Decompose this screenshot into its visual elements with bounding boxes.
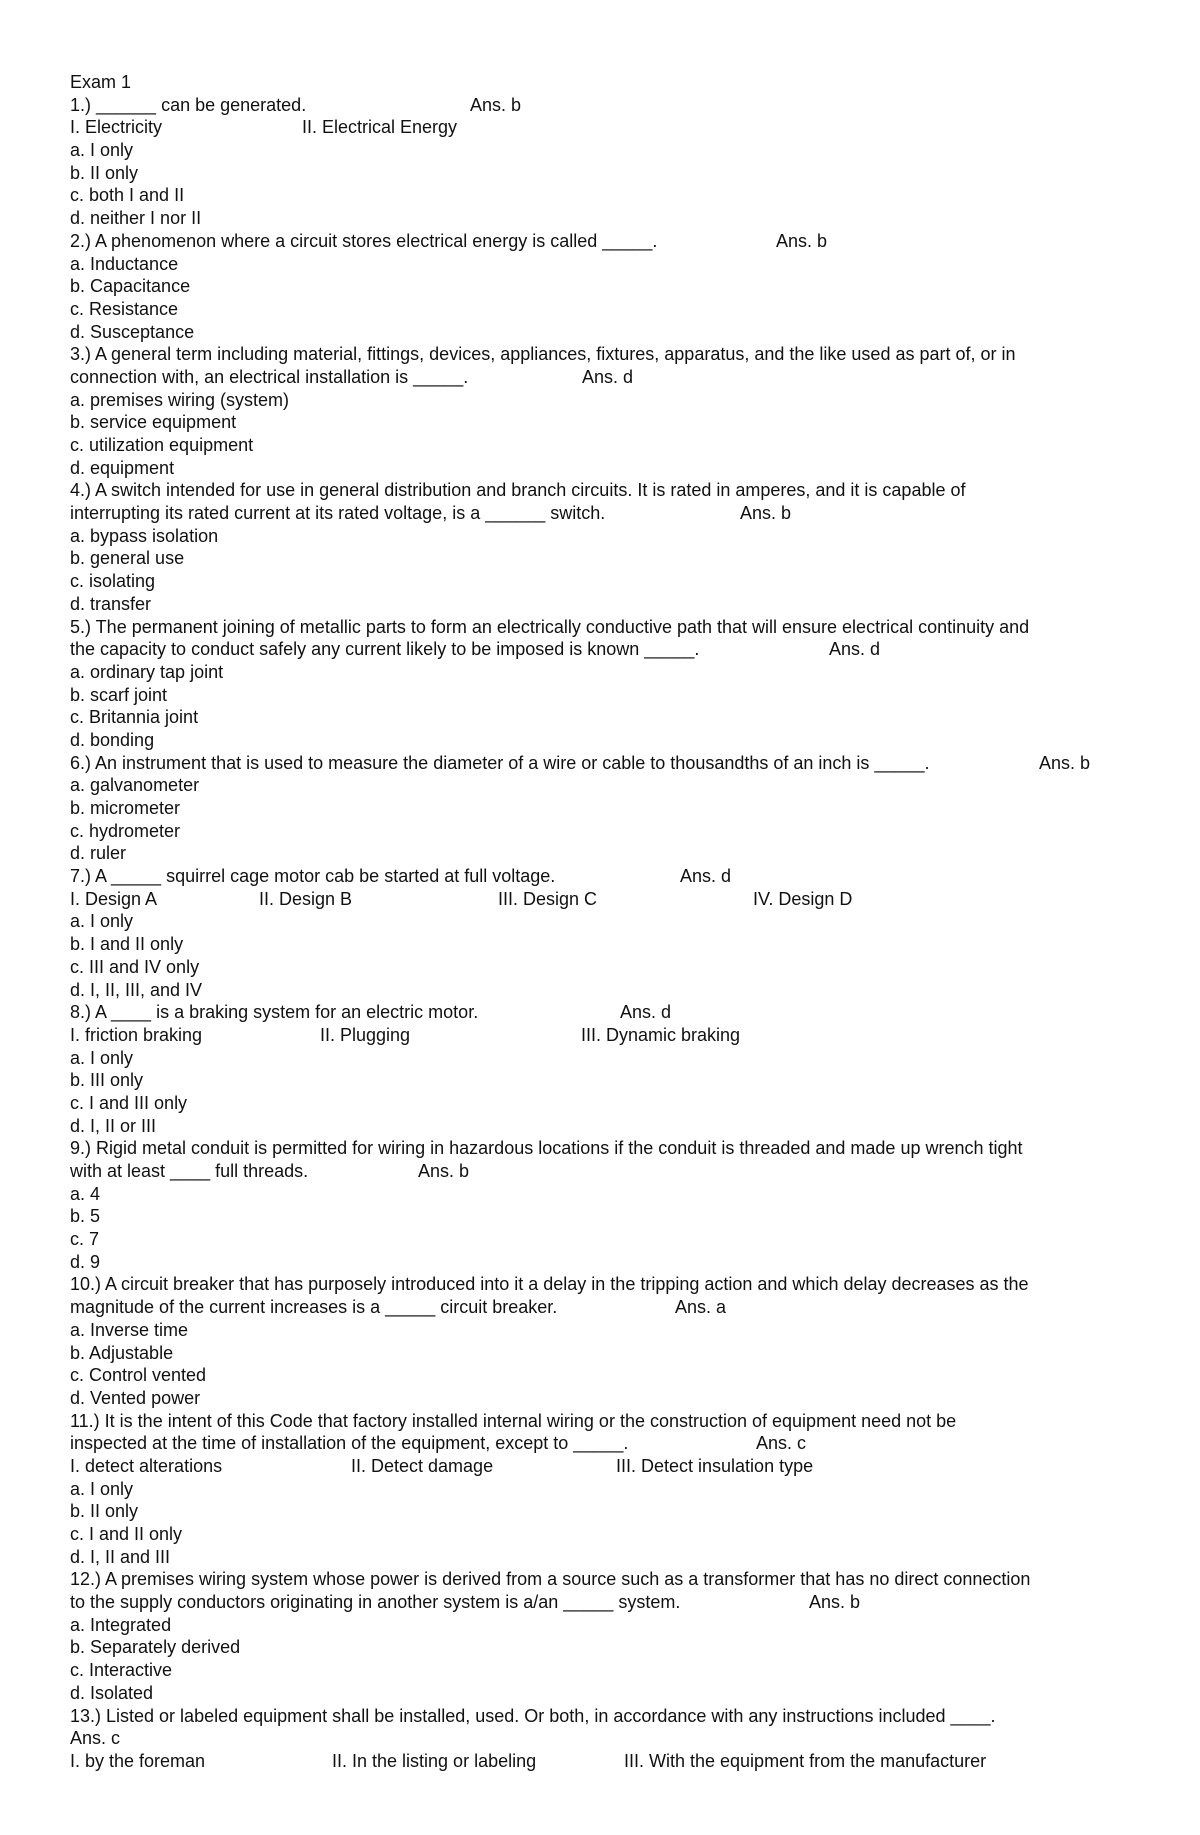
answer-option: d. 9: [70, 1251, 101, 1272]
statement-row: [70, 1455, 1150, 1478]
answer-option: a. I only: [70, 140, 134, 161]
answer-option: c. Interactive: [70, 1660, 173, 1681]
answer-option: c. I and II only: [70, 1524, 183, 1544]
statement: II. In the listing or labeling: [332, 1750, 537, 1771]
question-text: [70, 865, 1150, 888]
answer-option: d. Isolated: [70, 1682, 154, 1703]
statement-row: [70, 116, 1150, 139]
answer-option: b. Adjustable: [70, 1342, 174, 1363]
question-8: [70, 1001, 1150, 1137]
statement: I. Design A: [70, 888, 158, 909]
answer-option: c. both I and II: [70, 185, 185, 206]
answer-option: c. I and III only: [70, 1092, 188, 1113]
answer-option: a. I only: [70, 1047, 134, 1068]
statement: II. Design B: [259, 888, 353, 909]
answer-key: Ans. b: [1039, 752, 1091, 773]
question-text: [70, 1160, 1150, 1183]
statement: I. detect alterations: [70, 1455, 223, 1476]
answer-key: Ans. d: [582, 366, 634, 387]
question-text-line: 8.) A ____ is a braking system for an electric motor.: [70, 1002, 479, 1023]
statement: II. Electrical Energy: [302, 117, 458, 138]
question-text-line: 10.) A circuit breaker that has purposely introduced into it a delay in the tripping action and which delay decreases as the: [70, 1274, 1029, 1295]
answer-option: b. micrometer: [70, 798, 181, 818]
question-2: [70, 230, 1150, 343]
answer-option: c. isolating: [70, 571, 156, 592]
answer-option: d. Vented power: [70, 1387, 201, 1408]
answer-option: b. scarf joint: [70, 684, 168, 705]
answer-option: a. I only: [70, 1478, 134, 1499]
question-7: [70, 865, 1150, 1001]
answer-option: a. premises wiring (system): [70, 389, 290, 410]
question-text: [70, 752, 1150, 775]
answer-option: c. Britannia joint: [70, 707, 199, 728]
answer-option: a. Inductance: [70, 253, 179, 274]
question-5: [70, 616, 1150, 752]
question-text: [70, 94, 1150, 117]
question-text-line: interrupting its rated current at its rated voltage, is a ______ switch.: [70, 503, 606, 524]
answer-option: c. Control vented: [70, 1365, 207, 1386]
question-text: [70, 1568, 1150, 1591]
question-text-line: 9.) Rigid metal conduit is permitted for wiring in hazardous locations if the conduit is threaded and made up wrench tight: [70, 1138, 1023, 1159]
answer-option: b. III only: [70, 1070, 144, 1091]
question-text-line: magnitude of the current increases is a _____ circuit breaker.: [70, 1297, 558, 1318]
answer-option: d. neither I nor II: [70, 208, 202, 229]
statement: II. Detect damage: [351, 1455, 494, 1476]
question-text: [70, 366, 1150, 389]
answer-option: d. bonding: [70, 729, 155, 750]
question-text-line: 4.) A switch intended for use in general distribution and branch circuits. It is rated in amperes, and it is capable of: [70, 480, 966, 501]
statement: III. Design C: [498, 888, 598, 909]
question-text-line: the capacity to conduct safely any current likely to be imposed is known _____.: [70, 639, 700, 660]
question-text-line: inspected at the time of installation of the equipment, except to _____.: [70, 1433, 629, 1454]
answer-key: Ans. b: [809, 1592, 861, 1613]
answer-key: Ans. b: [418, 1161, 470, 1181]
answer-option: a. Integrated: [70, 1614, 172, 1635]
answer-option: d. Susceptance: [70, 321, 195, 342]
question-10: [70, 1273, 1150, 1409]
question-text-line: 13.) Listed or labeled equipment shall be installed, used. Or both, in accordance with any instructions included ____.: [70, 1705, 996, 1726]
question-12: [70, 1568, 1150, 1704]
answer-option: c. hydrometer: [70, 820, 181, 841]
statement-row: [70, 1750, 1150, 1773]
question-text: [70, 1591, 1150, 1614]
question-9: [70, 1137, 1150, 1273]
question-text-line: to the supply conductors originating in another system is a/an _____ system.: [70, 1592, 681, 1613]
answer-key: Ans. b: [740, 503, 792, 524]
answer-option: b. general use: [70, 548, 185, 569]
answer-option: b. Separately derived: [70, 1637, 241, 1658]
question-text: [70, 1137, 1150, 1160]
question-11: [70, 1410, 1150, 1569]
question-text: [70, 1432, 1150, 1455]
question-text: [70, 479, 1150, 502]
answer-key: Ans. b: [470, 94, 522, 115]
question-text: [70, 1273, 1150, 1296]
answer-option: d. equipment: [70, 457, 175, 478]
question-text-line: connection with, an electrical installation is _____.: [70, 366, 469, 387]
question-4: [70, 479, 1150, 615]
answer-option: a. galvanometer: [70, 775, 200, 796]
question-text-line: 1.) ______ can be generated.: [70, 94, 307, 115]
statement: II. Plugging: [320, 1024, 411, 1045]
question-text-line: 7.) A _____ squirrel cage motor cab be started at full voltage.: [70, 866, 556, 887]
exam-document: [70, 71, 1150, 1773]
statement-row: [70, 1024, 1150, 1047]
answer-option: b. Capacitance: [70, 276, 191, 297]
answer-option: c. Resistance: [70, 298, 179, 319]
question-3: [70, 343, 1150, 479]
question-list: [70, 94, 1150, 1773]
question-text: [70, 343, 1150, 366]
statement-row: [70, 888, 1150, 911]
question-text-line: 6.) An instrument that is used to measure the diameter of a wire or cable to thousandths of an inch is _____.: [70, 752, 930, 773]
answer-key: Ans. d: [620, 1002, 672, 1023]
question-text: [70, 230, 1150, 253]
question-text-line: 5.) The permanent joining of metallic parts to form an electrically conductive path that will ensure electrical continuity and: [70, 616, 1030, 637]
question-text-line: 3.) A general term including material, fittings, devices, appliances, fixtures, apparatus, and the like used as part of, or in: [70, 344, 1016, 365]
question-text-line: 2.) A phenomenon where a circuit stores electrical energy is called _____.: [70, 230, 658, 251]
question-text: [70, 616, 1150, 639]
answer-option: a. 4: [70, 1183, 101, 1204]
question-text-line: with at least ____ full threads.: [70, 1161, 309, 1181]
statement: I. by the foreman: [70, 1750, 206, 1771]
question-text: [70, 1001, 1150, 1024]
question-1: [70, 94, 1150, 230]
answer-option: d. ruler: [70, 843, 127, 864]
question-text-line: Ans. c: [70, 1728, 121, 1749]
answer-option: b. service equipment: [70, 412, 237, 433]
answer-option: b. 5: [70, 1206, 101, 1227]
answer-option: a. ordinary tap joint: [70, 661, 224, 682]
question-text: [70, 1410, 1150, 1433]
question-13: [70, 1705, 1150, 1773]
question-6: [70, 752, 1150, 865]
answer-option: a. bypass isolation: [70, 525, 219, 546]
answer-key: Ans. d: [829, 639, 881, 660]
answer-key: Ans. c: [756, 1433, 807, 1454]
answer-key: Ans. d: [680, 866, 732, 887]
question-text-line: 12.) A premises wiring system whose power is derived from a source such as a transformer that has no direct connection: [70, 1569, 1031, 1590]
statement: III. Dynamic braking: [581, 1024, 741, 1045]
answer-key: Ans. b: [776, 230, 828, 251]
answer-option: a. Inverse time: [70, 1319, 189, 1340]
answer-option: d. transfer: [70, 593, 152, 614]
question-text: [70, 1727, 1150, 1750]
answer-option: c. 7: [70, 1229, 100, 1250]
answer-option: b. II only: [70, 1501, 139, 1522]
question-text-line: 11.) It is the intent of this Code that factory installed internal wiring or the construction of equipment need not be: [70, 1410, 957, 1431]
answer-option: d. I, II or III: [70, 1115, 157, 1136]
exam-title: Exam 1: [70, 72, 132, 92]
statement: I. Electricity: [70, 117, 163, 138]
question-text: [70, 638, 1150, 661]
answer-option: a. I only: [70, 911, 134, 932]
question-text: [70, 1296, 1150, 1319]
answer-option: d. I, II, III, and IV: [70, 979, 203, 1000]
answer-key: Ans. a: [675, 1297, 727, 1318]
answer-option: b. II only: [70, 162, 139, 183]
answer-option: c. III and IV only: [70, 956, 200, 977]
statement: III. Detect insulation type: [616, 1455, 814, 1476]
statement: IV. Design D: [753, 888, 853, 909]
statement: I. friction braking: [70, 1024, 203, 1045]
question-text: [70, 1705, 1150, 1728]
answer-option: c. utilization equipment: [70, 435, 254, 455]
question-text: [70, 502, 1150, 525]
statement: III. With the equipment from the manufacturer: [624, 1750, 987, 1771]
answer-option: b. I and II only: [70, 934, 184, 955]
answer-option: d. I, II and III: [70, 1546, 171, 1567]
